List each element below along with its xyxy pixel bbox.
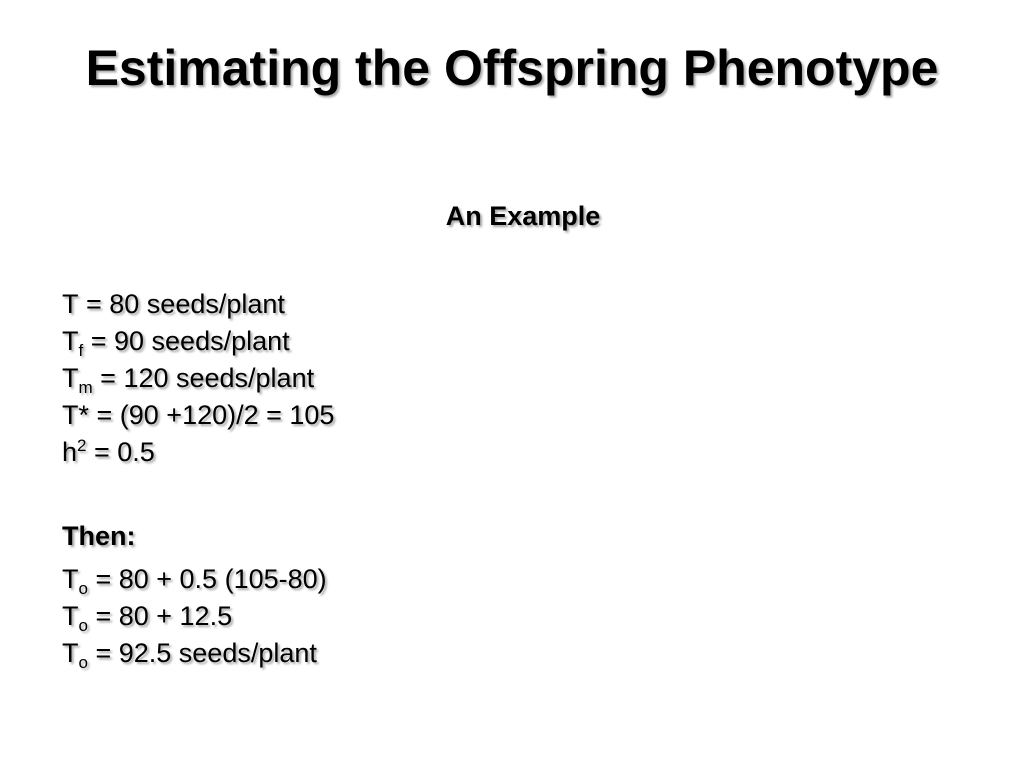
formula-line (62, 360, 334, 397)
formula-line (62, 397, 334, 434)
formula-value: = 80 seeds/plant (78, 289, 285, 319)
formula-line (62, 286, 334, 323)
formula-symbol: h (62, 437, 78, 467)
formula-value: = 90 seeds/plant (83, 326, 290, 356)
formula-subscript: f (78, 341, 84, 360)
formula-symbol: T (62, 363, 79, 393)
formula-value: = 80 + 0.5 (105-80) (87, 564, 327, 594)
formula-value: = 0.5 (86, 437, 155, 467)
slide-title: Estimating the Offspring Phenotype (85, 40, 939, 96)
formula-line (62, 635, 327, 672)
formula-subscript: o (78, 653, 88, 672)
formula-line (62, 598, 327, 635)
formula-subscript: o (78, 616, 88, 635)
calculation-steps (62, 561, 327, 672)
formula-line (62, 561, 327, 598)
slide-subtitle: An Example (445, 201, 601, 231)
formula-value: = 80 + 12.5 (87, 601, 233, 631)
formula-symbol: T (62, 638, 79, 668)
formula-symbol: T (62, 289, 79, 319)
formula-subscript: o (78, 579, 88, 598)
formula-line (62, 434, 334, 471)
formula-value: = 120 seeds/plant (92, 363, 315, 393)
formula-value: = 92.5 seeds/plant (87, 638, 317, 668)
formula-symbol: T (62, 601, 79, 631)
formula-symbol: T (62, 564, 79, 594)
formula-subscript: m (78, 378, 93, 397)
then-label: Then: (62, 521, 136, 551)
formula-symbol: T (62, 326, 79, 356)
formula-line (62, 323, 334, 360)
given-values (62, 286, 334, 471)
formula-superscript: 2 (77, 436, 87, 455)
formula-symbol: T* (62, 400, 89, 430)
formula-value: = (90 +120)/2 = 105 (89, 400, 335, 430)
